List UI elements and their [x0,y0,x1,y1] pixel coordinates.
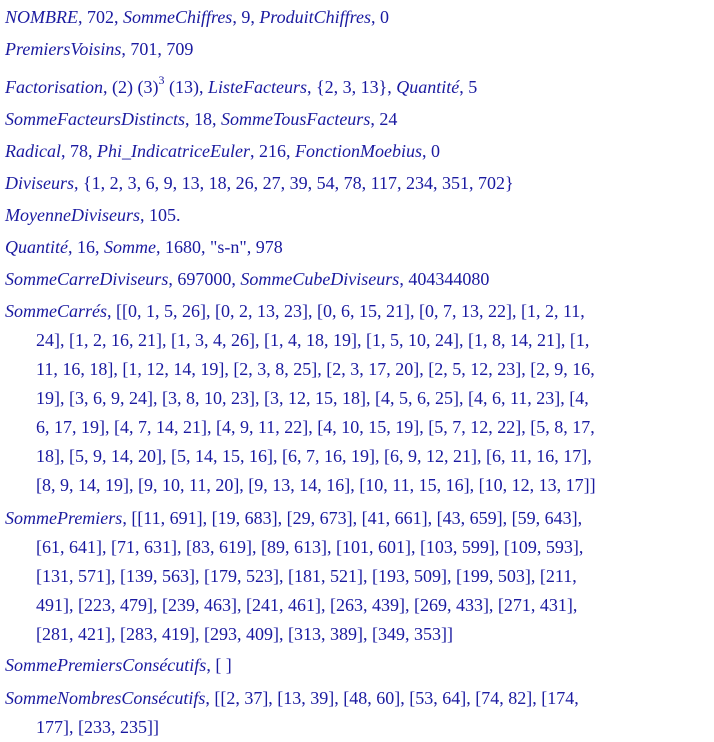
value-liste-facteurs: {2, 3, 13} [316,77,388,97]
line-diviseurs: Diviseurs, {1, 2, 3, 6, 9, 13, 18, 26, 27, 39, 54, 78, 117, 234, 351, 702} [5,173,514,193]
key-s-n: "s-n" [210,237,247,257]
value-premiers-voisins: 701, 709 [130,39,194,59]
value-somme-chiffres: 9 [241,7,251,27]
key-quantite-facteurs: Quantité [396,77,460,97]
key-premiers-voisins: PremiersVoisins [5,39,122,59]
value-somme: 1680 [165,237,201,257]
key-produit-chiffres: ProduitChiffres [259,7,371,27]
line-carre-cube: SommeCarreDiviseurs, 697000, SommeCubeDiviseurs, 404344080 [5,269,490,289]
value-somme-carres-line: 19], [3, 6, 9, 24], [3, 8, 10, 23], [3, 12, 15, 18], [4, 5, 6, 25], [4, 6, 11, 23], [4, [36,388,589,408]
value-somme-premiers-line: [131, 571], [139, 563], [179, 523], [181, 521], [193, 509], [199, 503], [211, [36,566,577,586]
value-somme-premiers-line: [[11, 691], [19, 683], [29, 673], [41, 661], [43, 659], [59, 643], [131,508,583,528]
factor-3: (3) [137,77,159,97]
key-somme-carres: SommeCarrés [5,301,107,321]
factor-2: (2) [112,77,133,97]
value-somme-cube-diviseurs: 404344080 [408,269,490,289]
value-phi-euler: 216 [258,141,286,161]
key-liste-facteurs: ListeFacteurs [208,77,307,97]
value-quantite: 16 [77,237,95,257]
key-somme-facteurs-distincts: SommeFacteursDistincts [5,109,185,129]
key-somme-premiers-consecutifs: SommePremiersConsécutifs [5,655,207,675]
line-somme-carres: SommeCarrés, [[0, 1, 5, 26], [0, 2, 13, 23], [0, 6, 15, 21], [0, 7, 13, 22], [1, 2, 11, 24], [1, 2, 16, 21], [1, 3, 4, 26], [1, 4, 18, 19], [1, 5, 10, 24], [1, 8, 14, 21], [1, 11, 16, 18], [1, 12, 14, 19], [2, 3, 8, 25], [2, 3, 17, 20], [2, 5, 12, 23], [2, 9, 16, 19], [3, 6, 9, 24], [3, 8, 10, 23], [3, 12, 15, 18], [4, 5, 6, 25], [4, 6, 11, 23], [4, 6, 17, 19], [4, 7, 14, 21], [4, 9, 11, 22], [4, 10, 15, 19], [5, 7, 12, 22], [5, 8, 17, 18], [5, 9, 14, 20], [5, 14, 15, 16], [6, 7, 16, 19], [6, 9, 12, 21], [6, 11, 16, 17], [8, 9, 14, 19], [9, 10, 11, 20], [9, 13, 14, 16], [10, 11, 15, 16], [10, 12, 13, 17]] [5,297,709,500]
key-nombre: NOMBRE [5,7,78,27]
line-nombre: NOMBRE, 702, SommeChiffres, 9, ProduitChiffres, 0 [5,7,389,27]
value-somme-tous-facteurs: 24 [379,109,398,129]
key-somme-nombres-consecutifs: SommeNombresConsécutifs [5,688,206,708]
value-somme-premiers-line: 491], [223, 479], [239, 463], [241, 461], [263, 439], [269, 433], [271, 431], [36,595,578,615]
value-nombre: 702 [86,7,114,27]
value-moyenne-diviseurs: 105. [148,205,181,225]
key-somme-premiers: SommePremiers [5,508,123,528]
exponent-3: 3 [158,73,165,87]
key-moyenne-diviseurs: MoyenneDiviseurs [5,205,140,225]
value-somme-carres-line: 18], [5, 9, 14, 20], [5, 14, 15, 16], [6, 7, 16, 19], [6, 9, 12, 21], [6, 11, 16, 17], [36,446,592,466]
line-radical: Radical, 78, Phi_IndicatriceEuler, 216, FonctionMoebius, 0 [5,141,440,161]
value-somme-nombres-consecutifs-line: 177], [233, 235]] [36,717,159,737]
key-phi-euler: Phi_IndicatriceEuler [97,141,250,161]
value-somme-premiers-consecutifs: [ ] [215,655,232,675]
value-diviseurs: {1, 2, 3, 6, 9, 13, 18, 26, 27, 39, 54, 78, 117, 234, 351, 702} [83,173,514,193]
value-moebius: 0 [430,141,440,161]
key-somme-chiffres: SommeChiffres [122,7,233,27]
line-moyenne-diviseurs: MoyenneDiviseurs, 105. [5,205,181,225]
key-somme-cube-diviseurs: SommeCubeDiviseurs [240,269,400,289]
value-somme-carres-line: 24], [1, 2, 16, 21], [1, 3, 4, 26], [1, 4, 18, 19], [1, 5, 10, 24], [1, 8, 14, 21], [1, [36,330,590,350]
value-somme-carres-line: 6, 17, 19], [4, 7, 14, 21], [4, 9, 11, 22], [4, 10, 15, 19], [5, 7, 12, 22], [5, 8, 17, [36,417,595,437]
value-radical: 78 [70,141,88,161]
key-moebius: FonctionMoebius [294,141,422,161]
value-somme-carres-line: [8, 9, 14, 19], [9, 10, 11, 20], [9, 13, 14, 16], [10, 11, 15, 16], [10, 12, 13, 17]] [36,475,596,495]
value-somme-premiers-line: [281, 421], [283, 419], [293, 409], [313, 389], [349, 353]] [36,624,453,644]
value-somme-carre-diviseurs: 697000 [177,269,232,289]
factor-13: (13) [169,77,199,97]
key-somme-carre-diviseurs: SommeCarreDiviseurs [5,269,169,289]
key-somme: Somme [104,237,156,257]
key-factorisation: Factorisation [5,77,103,97]
key-diviseurs: Diviseurs [5,173,74,193]
line-quantite: Quantité, 16, Somme, 1680, "s-n", 978 [5,237,283,257]
key-somme-tous-facteurs: SommeTousFacteurs [220,109,371,129]
value-somme-facteurs-distincts: 18 [193,109,212,129]
value-somme-premiers-line: [61, 641], [71, 631], [83, 619], [89, 613], [101, 601], [103, 599], [109, 593], [36,537,584,557]
line-somme-premiers: SommePremiers, [[11, 691], [19, 683], [29, 673], [41, 661], [43, 659], [59, 643], [61, 641], [71, 631], [83, 619], [89, 613], [101, 601], [103, 599], [109, 593], [131, 571], [139, 563], [179, 523], [181, 521], [193, 509], [199, 503], [211, 491], [223, 479], [239, 463], [241, 461], [263, 439], [269, 433], [271, 431], [281, 421], [283, 419], [293, 409], [313, 389], [349, 353]] [5,504,709,649]
line-nombres-consecutifs: SommeNombresConsécutifs, [[2, 37], [13, 39], [48, 60], [53, 64], [74, 82], [174, 177], [233, 235]] [5,684,709,742]
value-produit-chiffres: 0 [380,7,389,27]
line-premiers-voisins: PremiersVoisins, 701, 709 [5,39,194,59]
line-premiers-consecutifs: SommePremiersConsécutifs, [ ] [5,655,232,675]
key-quantite: Quantité [5,237,68,257]
line-factorisation: Factorisation, (2) $(3)^3$ (13), ListeFacteurs, {2, 3, 13}, Quantité, 5 [5,73,478,97]
value-somme-nombres-consecutifs-line: [[2, 37], [13, 39], [48, 60], [53, 64], [74, 82], [174, [214,688,579,708]
value-quantite-facteurs: 5 [468,77,478,97]
line-somme-facteurs: SommeFacteursDistincts, 18, SommeTousFacteurs, 24 [5,109,398,129]
key-radical: Radical [5,141,61,161]
value-s-n: 978 [255,237,283,257]
value-somme-carres-line: 11, 16, 18], [1, 12, 14, 19], [2, 3, 8, 25], [2, 3, 17, 20], [2, 5, 12, 23], [2, 9, 16, [36,359,595,379]
value-somme-carres-line: [[0, 1, 5, 26], [0, 2, 13, 23], [0, 6, 15, 21], [0, 7, 13, 22], [1, 2, 11, [116,301,585,321]
